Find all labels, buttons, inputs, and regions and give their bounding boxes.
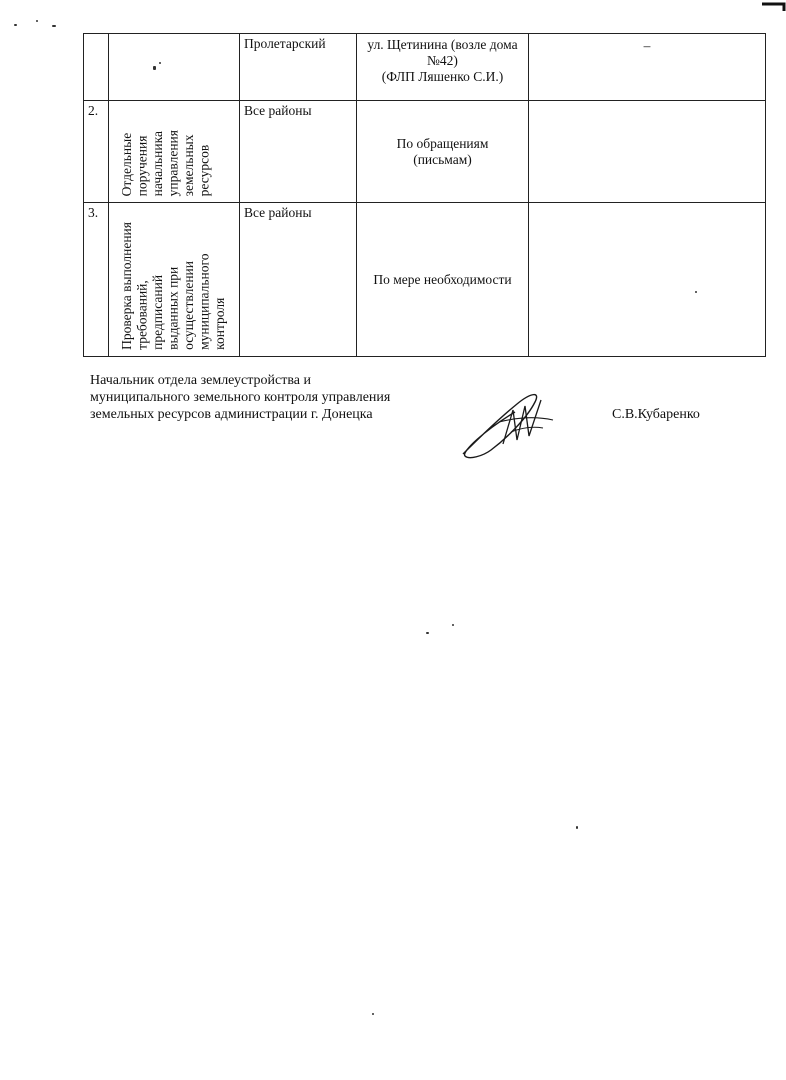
- district-text: Все районы: [244, 103, 312, 118]
- row-number: 3.: [88, 205, 99, 220]
- location-text: [357, 34, 528, 85]
- location-line: (ФЛП Ляшенко С.И.): [381, 69, 504, 84]
- subject-cell: [109, 101, 240, 203]
- note-dash: –: [643, 38, 651, 53]
- location-cell: [357, 34, 529, 101]
- scan-speck: [426, 632, 429, 634]
- row-number: 2.: [88, 103, 99, 118]
- position-line: земельных ресурсов администрации г. Донецка: [90, 407, 373, 422]
- district-cell: [240, 101, 357, 203]
- row-number-cell: [84, 101, 109, 203]
- scan-speck: [153, 66, 156, 70]
- note-cell: [529, 34, 766, 101]
- row-number-cell: [84, 203, 109, 357]
- subject-vertical-text: Отдельные поручения начальника управления земельных ресурсов: [119, 129, 212, 196]
- table-row: [84, 34, 766, 101]
- note-cell: [529, 203, 766, 357]
- subject-vertical-text: Проверка выполнения требований, предписаний выданных при осуществлении муниципального контроля: [119, 222, 227, 350]
- district-cell: [240, 203, 357, 357]
- signatory-position: [90, 372, 450, 423]
- schedule-cell: [357, 203, 529, 357]
- schedule-line: По мере необходимости: [373, 271, 512, 287]
- scan-speck: [159, 62, 161, 64]
- handwritten-signature: [455, 382, 575, 462]
- table-row: [84, 203, 766, 357]
- table-row: [84, 101, 766, 203]
- scan-speck: [14, 24, 17, 26]
- schedule-text: [357, 203, 528, 356]
- scan-corner-mark: [760, 0, 786, 12]
- subject-cell: [109, 34, 240, 101]
- scan-speck: [52, 25, 56, 27]
- position-line: Начальник отдела землеустройства и: [90, 373, 311, 388]
- location-line: ул. Щетинина (возле дома: [367, 37, 518, 52]
- scan-speck: [36, 20, 38, 22]
- scan-speck: [372, 1013, 374, 1015]
- location-line: №42): [427, 53, 458, 68]
- schedule-text: [357, 101, 528, 202]
- note-cell: [529, 101, 766, 203]
- subject-cell: [109, 203, 240, 357]
- position-line: муниципального земельного контроля управления: [90, 390, 391, 405]
- schedule-cell: [357, 101, 529, 203]
- row-number-cell: [84, 34, 109, 101]
- district-text: Все районы: [244, 205, 312, 220]
- signatory-name: С.В.Кубаренко: [612, 407, 700, 422]
- scan-speck: [576, 826, 578, 829]
- scan-speck: [695, 291, 697, 293]
- schedule-line: (письмам): [413, 151, 472, 167]
- schedule-line: По обращениям: [396, 135, 489, 151]
- district-cell: [240, 34, 357, 101]
- scan-speck: [452, 624, 454, 626]
- district-text: Пролетарский: [244, 36, 326, 51]
- inspection-plan-table: [83, 33, 766, 357]
